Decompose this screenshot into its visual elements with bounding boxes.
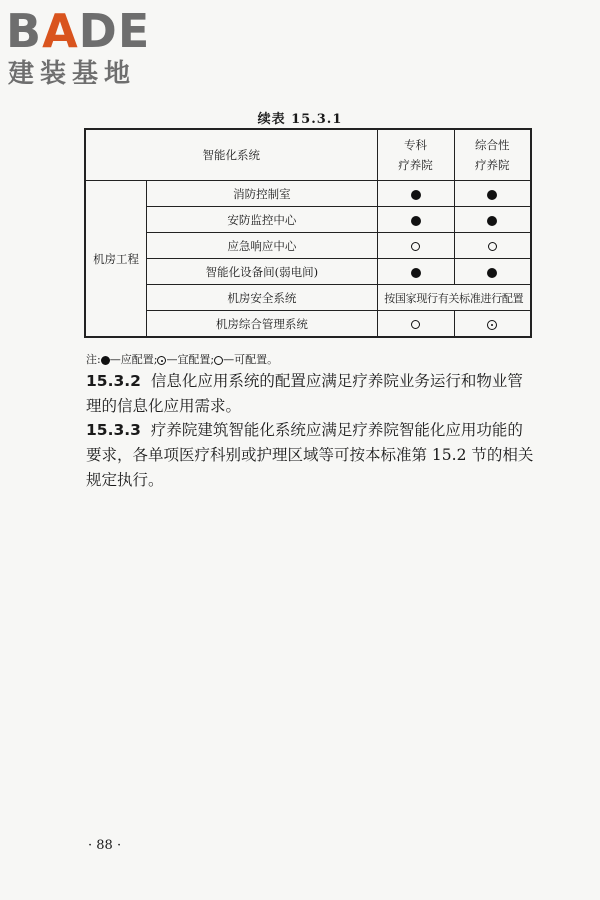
header-specialized: 专科 疗养院 (377, 129, 454, 181)
bade-logo (6, 4, 176, 94)
cell-specialized (377, 233, 454, 259)
table-caption: 续表 15.3.1 (257, 112, 343, 127)
hollow-circle-icon (411, 320, 420, 329)
logo-subtitle: 建装基地 (8, 59, 137, 89)
dotted-circle-icon (157, 356, 166, 365)
config-table (84, 128, 532, 338)
table-row (85, 207, 531, 233)
table-row (85, 181, 531, 207)
table-row (85, 311, 531, 338)
dotted-circle-icon (487, 320, 497, 330)
filled-circle-icon (487, 190, 497, 200)
cell-comprehensive (454, 233, 531, 259)
hollow-circle-icon (214, 356, 223, 365)
row-item: 应急响应中心 (147, 233, 377, 259)
filled-circle-icon (487, 216, 497, 226)
cell-comprehensive (454, 207, 531, 233)
table-row (85, 233, 531, 259)
merged-config-cell: 按国家现行有关标准进行配置 (377, 285, 531, 311)
cell-specialized (377, 311, 454, 338)
hollow-circle-icon (411, 242, 420, 251)
page-number: · 88 · (88, 838, 122, 853)
clause-number: 15.3.3 (86, 421, 141, 439)
cell-comprehensive (454, 259, 531, 285)
clause-number: 15.3.2 (86, 372, 141, 390)
cell-comprehensive (454, 181, 531, 207)
clause-15-3-2 (86, 369, 536, 419)
hollow-circle-icon (488, 242, 497, 251)
row-item: 机房综合管理系统 (147, 311, 377, 338)
row-item: 安防监控中心 (147, 207, 377, 233)
filled-circle-icon (411, 268, 421, 278)
filled-circle-icon (411, 216, 421, 226)
cell-specialized (377, 259, 454, 285)
header-comprehensive: 综合性 疗养院 (454, 129, 531, 181)
table-note: 注: —应配置; —宜配置; —可配置。 (86, 353, 279, 366)
header-system: 智能化系统 (85, 129, 377, 181)
row-item: 消防控制室 (147, 181, 377, 207)
filled-circle-icon (411, 190, 421, 200)
filled-circle-icon (487, 268, 497, 278)
cell-specialized (377, 207, 454, 233)
clause-text: 信息化应用系统的配置应满足疗养院业务运行和物业管理的信息化应用需求。 (86, 372, 523, 415)
group-label: 机房工程 (85, 181, 147, 338)
table-row (85, 285, 531, 311)
clause-text: 疗养院建筑智能化系统应满足疗养院智能化应用功能的要求，各单项医疗科别或护理区域等可按本标准第 15.2 节的相关规定执行。 (86, 421, 534, 489)
cell-comprehensive (454, 311, 531, 338)
cell-specialized (377, 181, 454, 207)
table-header-row (85, 129, 531, 181)
logo-wordmark: BADE (6, 4, 151, 58)
table-row (85, 259, 531, 285)
row-item: 机房安全系统 (147, 285, 377, 311)
filled-circle-icon (101, 356, 110, 365)
clause-15-3-3 (86, 418, 536, 493)
row-item: 智能化设备间(弱电间) (147, 259, 377, 285)
